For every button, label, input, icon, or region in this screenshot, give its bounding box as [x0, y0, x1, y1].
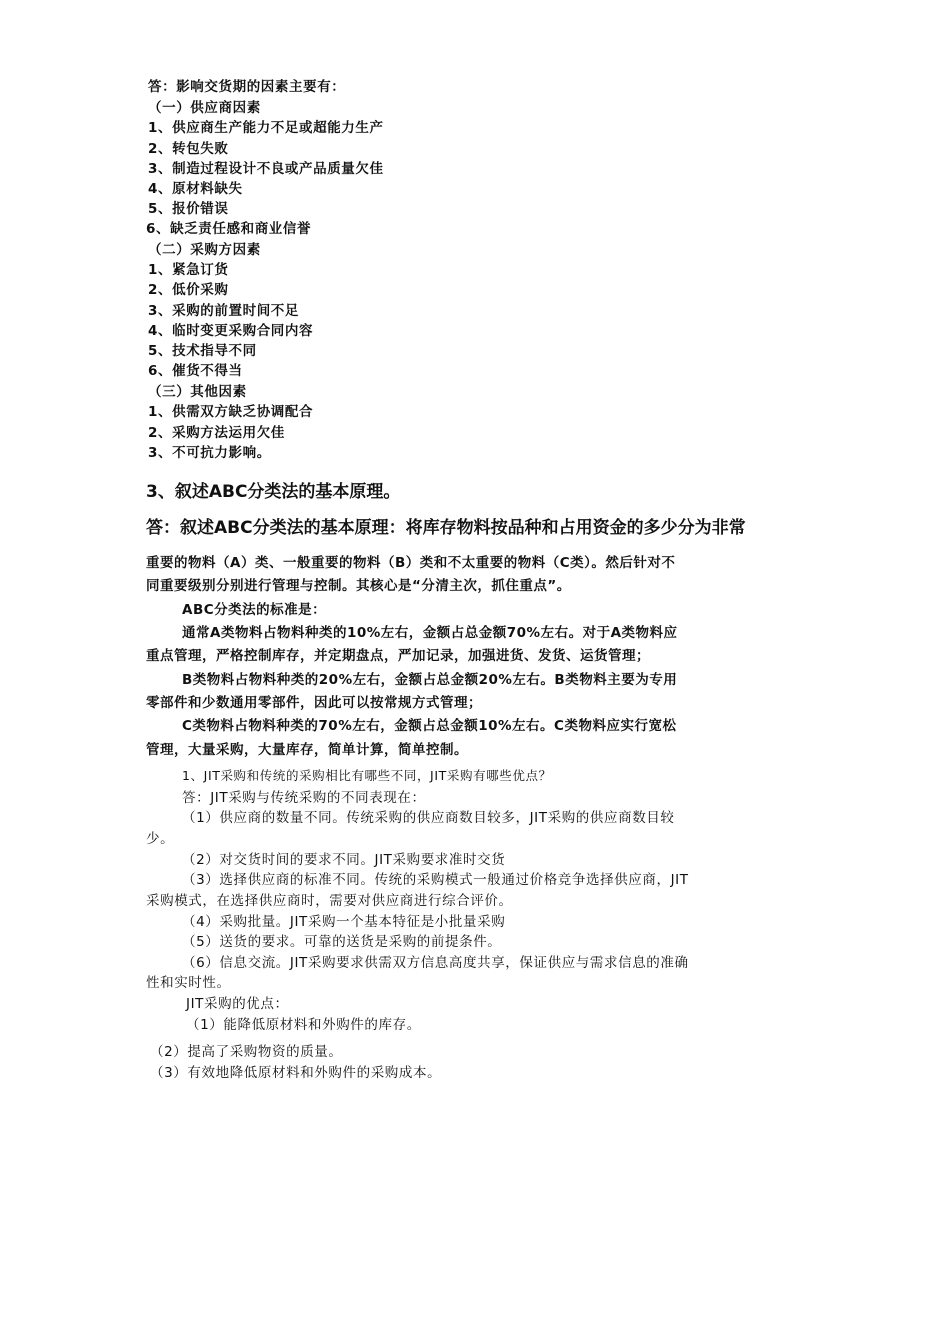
paragraph-line: （5）送货的要求。可靠的送货是采购的前提条件。 — [182, 934, 502, 950]
abc-question: 3、叙述ABC分类法的基本原理。 — [146, 482, 401, 502]
list-item: 5、报价错误 — [148, 201, 229, 217]
paragraph-line: 性和实时性。 — [146, 975, 231, 991]
list-item: 6、缺乏责任感和商业信誉 — [146, 221, 312, 237]
paragraph-line: 少。 — [146, 831, 175, 847]
list-item: 6、催货不得当 — [148, 363, 243, 379]
jit-question: 1、JIT采购和传统的采购相比有哪些不同，JIT采购有哪些优点？ — [182, 768, 552, 783]
paragraph-line: ABC分类法的标准是： — [182, 602, 327, 618]
group-title-other: （三）其他因素 — [148, 384, 247, 400]
list-item: 1、供应商生产能力不足或超能力生产 — [148, 120, 384, 136]
paragraph-line: （3）有效地降低原材料和外购件的采购成本。 — [150, 1065, 442, 1081]
list-item: 4、临时变更采购合同内容 — [148, 323, 314, 339]
paragraph-line: （4）采购批量。JIT采购一个基本特征是小批量采购 — [182, 914, 506, 930]
paragraph-line: C类物料占物料种类的70%左右，金额占总金额10%左右。C类物料应实行宽松 — [182, 718, 677, 734]
answer-intro: 答：影响交货期的因素主要有： — [148, 79, 346, 95]
list-item: 2、低价采购 — [148, 282, 229, 298]
list-item: 2、采购方法运用欠佳 — [148, 425, 285, 441]
paragraph-line: （3）选择供应商的标准不同。传统的采购模式一般通过价格竞争选择供应商，JIT — [182, 872, 689, 888]
list-item: 2、转包失败 — [148, 141, 229, 157]
list-item: 1、供需双方缺乏协调配合 — [148, 404, 314, 420]
paragraph-line: 采购模式，在选择供应商时，需要对供应商进行综合评价。 — [146, 893, 513, 909]
group-title-buyer: （二）采购方因素 — [148, 242, 261, 258]
group-title-supplier: （一）供应商因素 — [148, 100, 261, 116]
paragraph-line: 通常A类物料占物料种类的10%左右，金额占总金额70%左右。对于A类物料应 — [182, 625, 678, 641]
list-item: 3、不可抗力影响。 — [148, 445, 271, 461]
paragraph-line: （1）供应商的数量不同。传统采购的供应商数目较多，JIT采购的供应商数目较 — [182, 810, 675, 826]
paragraph-line: 同重要级别分别进行管理与控制。其核心是“分清主次，抓住重点”。 — [146, 578, 571, 594]
list-item: 5、技术指导不同 — [148, 343, 257, 359]
list-item: 1、紧急订货 — [148, 262, 229, 278]
paragraph-line: 答：JIT采购与传统采购的不同表现在： — [182, 790, 426, 806]
paragraph-line: （1）能降低原材料和外购件的库存。 — [186, 1017, 421, 1033]
paragraph-line: （2）提高了采购物资的质量。 — [150, 1044, 343, 1060]
list-item: 3、采购的前置时间不足 — [148, 303, 299, 319]
abc-answer-first-line: 答：叙述ABC分类法的基本原理：将库存物料按品种和占用资金的多少分为非常 — [146, 518, 746, 538]
paragraph-line: （2）对交货时间的要求不同。JIT采购要求准时交货 — [182, 852, 506, 868]
paragraph-line: JIT采购的优点： — [186, 996, 289, 1012]
list-item: 4、原材料缺失 — [148, 181, 243, 197]
paragraph-line: 零部件和少数通用零部件，因此可以按常规方式管理； — [146, 695, 482, 711]
paragraph-line: 重要的物料（A）类、一般重要的物料（B）类和不太重要的物料（C类）。然后针对不 — [146, 555, 676, 571]
paragraph-line: （6）信息交流。JIT采购要求供需双方信息高度共享，保证供应与需求信息的准确 — [182, 955, 689, 971]
list-item: 3、制造过程设计不良或产品质量欠佳 — [148, 161, 384, 177]
paragraph-line: 重点管理，严格控制库存，并定期盘点，严加记录，加强进货、发货、运货管理； — [146, 648, 650, 664]
paragraph-line: 管理，大量采购，大量库存，简单计算，简单控制。 — [146, 742, 468, 758]
paragraph-line: B类物料占物料种类的20%左右，金额占总金额20%左右。B类物料主要为专用 — [182, 672, 678, 688]
